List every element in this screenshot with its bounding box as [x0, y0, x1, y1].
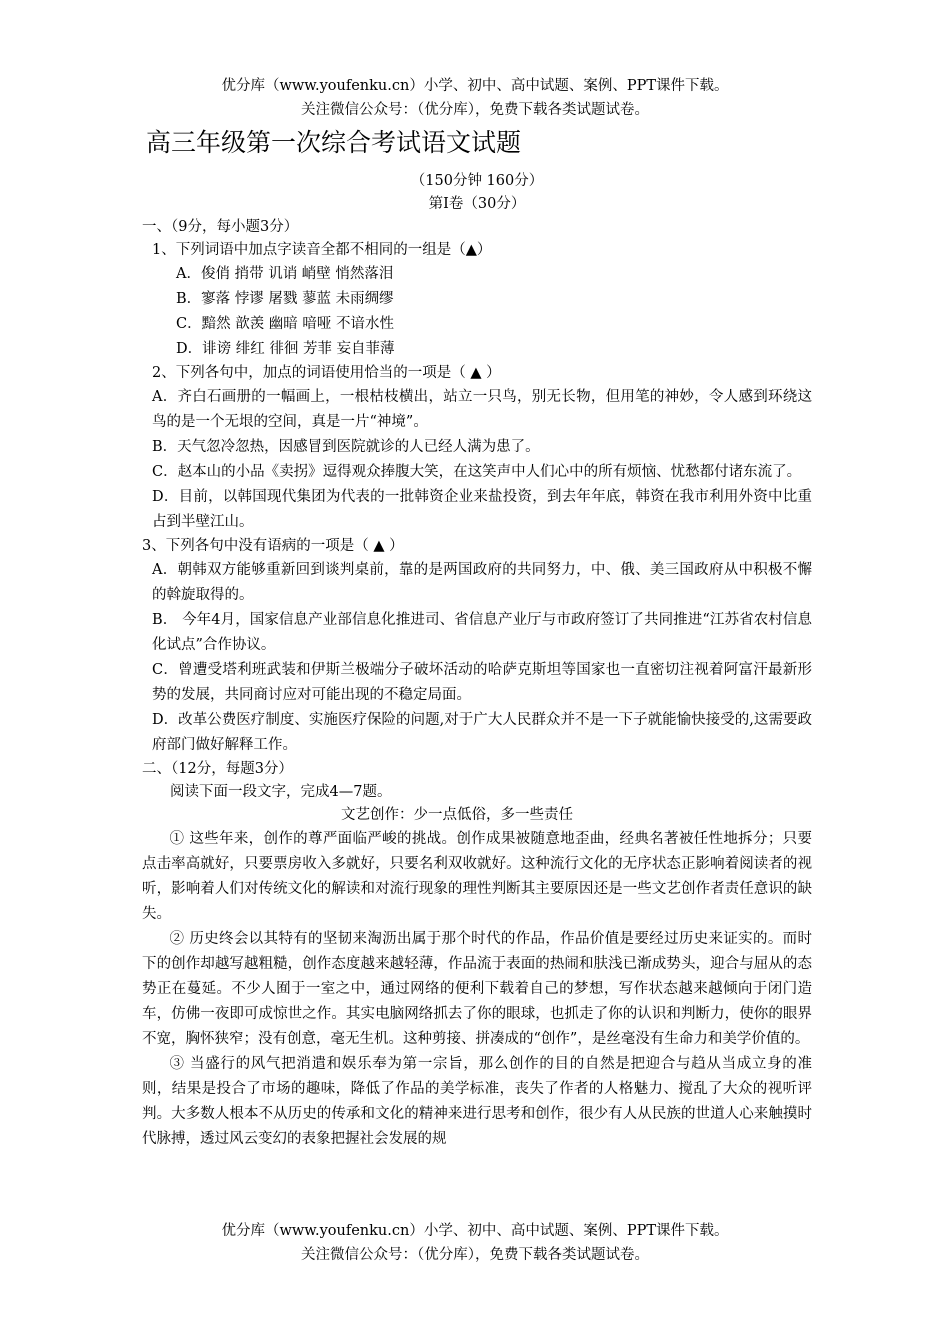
exam-time-score: （150分钟 160分）	[410, 173, 544, 189]
exam-title: 高三年级第一次综合考试语文试题	[146, 128, 522, 157]
footer-line-1: 优分库（www.youfenku.cn）小学、初中、高中试题、案例、PPT课件下载。	[221, 1223, 729, 1239]
q2-option-b: B．天气忽冷忽热，因感冒到医院就诊的人已经人满为患了。	[152, 439, 540, 455]
q1-option-c: C．黯然 歆羡 幽暗 喑哑 不谙水性	[176, 316, 395, 332]
exam-volume: 第Ⅰ卷（30分）	[428, 196, 526, 212]
document-body	[142, 124, 812, 1152]
header-line-2: 关注微信公众号：（优分库），免费下载各类试题试卷。	[301, 102, 649, 118]
page-footer	[0, 1219, 950, 1267]
passage-paragraph-3: ③ 当盛行的风气把消遣和娱乐奉为第一宗旨，那么创作的目的自然是把迎合与趋从当成立身的准则，结果是投合了市场的趣味，降低了作品的美学标准，丧失了作者的人格魅力、搅乱了大众的视听评判。大多数人根本不从历史的传承和文化的精神来进行思考和创作，很少有人从民族的世道人心来触摸时代脉搏，透过风云变幻的表象把握社会发展的规	[142, 1056, 812, 1147]
passage-title: 文艺创作：少一点低俗，多一些责任	[341, 807, 573, 823]
q1-option-a: A．俊俏 捎带 讥诮 峭壁 悄然落泪	[176, 266, 394, 282]
q2-option-d: D．目前，以韩国现代集团为代表的一批韩资企业来盐投资，到去年年底，韩资在我市利用外资中比重占到半壁江山。	[152, 489, 812, 530]
q2-option-a: A．齐白石画册的一幅画上，一根枯枝横出，站立一只鸟，别无长物，但用笔的神妙，令人感到环绕这鸟的是一个无垠的空间，真是一片“神境”。	[152, 389, 812, 430]
section2-instruction: 阅读下面一段文字，完成4—7题。	[170, 784, 392, 800]
passage-paragraph-1: ① 这些年来，创作的尊严面临严峻的挑战。创作成果被随意地歪曲，经典名著被任性地拆分；只要点击率高就好，只要票房收入多就好，只要名利双收就好。这种流行文化的无序状态正影响着阅读者的视听，影响着人们对传统文化的解读和对流行现象的理性判断其主要原因还是一些文艺创作者责任意识的缺失。	[142, 831, 812, 922]
q3-option-d: D．改革公费医疗制度、实施医疗保险的问题,对于广大人民群众并不是一下子就能愉快接受的,这需要政府部门做好解释工作。	[152, 712, 812, 753]
q1-option-b: B．寥落 悖谬 屠戮 蓼蓝 未雨绸缪	[176, 291, 394, 307]
passage-paragraph-2: ② 历史终会以其特有的坚韧来淘沥出属于那个时代的作品，作品价值是要经过历史来证实的。而时下的创作却越写越粗糙，创作态度越来越轻薄，作品流于表面的热闹和肤浅已渐成势头，迎合与屈从的态势正在蔓延。不少人囿于一室之中，通过网络的便利下载着自己的梦想，写作状态越来越倾向于闭门造车，仿佛一夜即可成惊世之作。其实电脑网络抓去了你的眼球，也抓走了你的认识和判断力，使你的眼界不宽，胸怀狭窄；没有创意，毫无生机。这种剪接、拼凑成的“创作”，是丝毫没有生命力和美学价值的。	[142, 931, 812, 1047]
q2-option-c: C．赵本山的小品《卖拐》逗得观众捧腹大笑，在这笑声中人们心中的所有烦恼、忧愁都付诸东流了。	[152, 464, 802, 480]
footer-line-2: 关注微信公众号：（优分库），免费下载各类试题试卷。	[301, 1247, 649, 1263]
q3-stem: 3、下列各句中没有语病的一项是（ ▲ ）	[142, 538, 404, 554]
section2-heading: 二、（12分，每题3分）	[142, 761, 293, 777]
q1-stem: 1、下列词语中加点字读音全都不相同的一组是（▲）	[152, 242, 492, 258]
q1-option-d: D．诽谤 绯红 徘徊 芳菲 妄自菲薄	[176, 341, 395, 357]
q3-option-c: C．曾遭受塔利班武装和伊斯兰极端分子破坏活动的哈萨克斯坦等国家也一直密切注视着阿富汗最新形势的发展，共同商讨应对可能出现的不稳定局面。	[152, 662, 812, 703]
section1-heading: 一、（9分，每小题3分）	[142, 219, 299, 235]
page-header	[0, 74, 950, 122]
q2-stem: 2、下列各句中，加点的词语使用恰当的一项是（ ▲ ）	[152, 365, 501, 381]
q3-option-a: A．朝韩双方能够重新回到谈判桌前，靠的是两国政府的共同努力，中、俄、美三国政府从中积极不懈的斡旋取得的。	[152, 562, 812, 603]
header-line-1: 优分库（www.youfenku.cn）小学、初中、高中试题、案例、PPT课件下载。	[221, 78, 729, 94]
q3-option-b: B． 今年4月，国家信息产业部信息化推进司、省信息产业厅与市政府签订了共同推进“江苏省农村信息化试点”合作协议。	[152, 612, 812, 653]
